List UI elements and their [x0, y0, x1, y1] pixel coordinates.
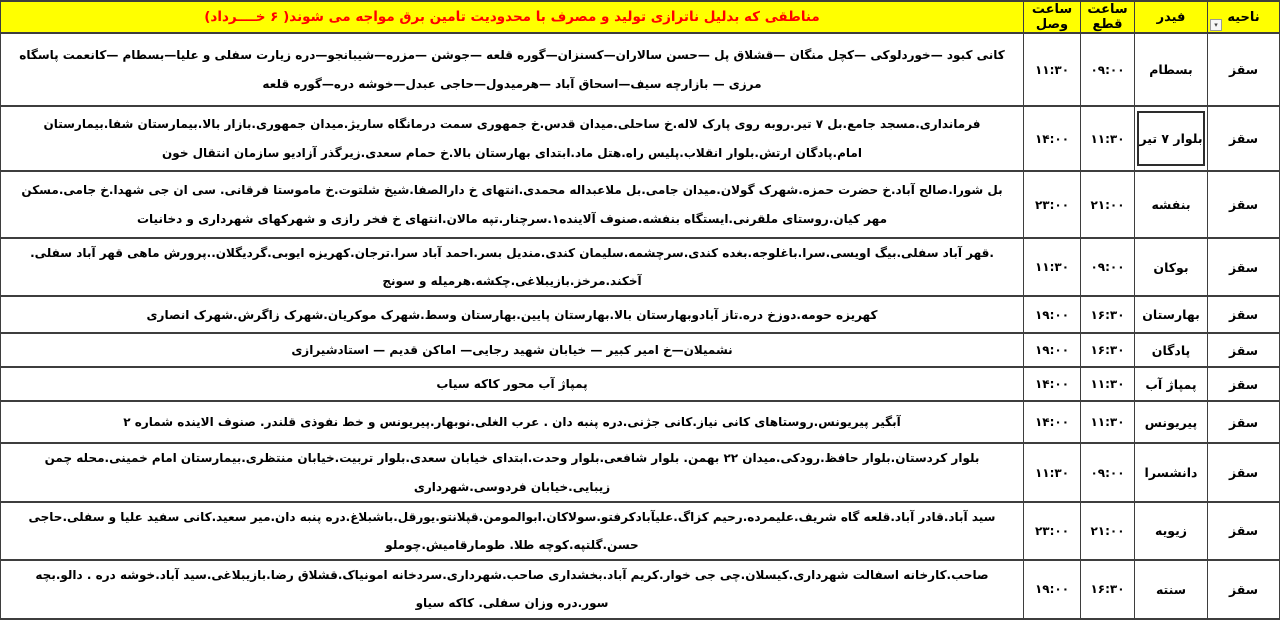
feeder-cell[interactable]: پادگان	[1135, 333, 1208, 367]
table-row	[1, 238, 1280, 296]
table-row	[1, 33, 1280, 106]
feeder-cell-selected[interactable]: بلوار ۷ تیر	[1135, 106, 1208, 171]
cut-time-cell[interactable]: ۱۶:۳۰	[1081, 560, 1135, 618]
restore-time-cell[interactable]: ۱۹:۰۰	[1024, 560, 1081, 618]
areas-cell[interactable]: سید آباد.قادر آباد.قلعه گاه شریف.علیمرده.رحیم کزاگ.علیآبادکرفتو.سولاکان.ابوالمومن.قپلانتو.یورقل.باشبلاغ.دره پنبه دان.میر سعید.کانی سفید علیا و سفلی.حاجی حسن.گلتپه.کوچه طلا. طومارقامیش.چوملو	[1, 502, 1024, 560]
areas-cell[interactable]: بلوار کردستان.بلوار حافظ.رودکی.میدان ۲۲ بهمن. بلوار شافعی.بلوار وحدت.ابتدای خیابان سعدی.بلوار تربیت.خیابان منتظری.بیمارستان امام خمینی.محله چمن زیبایی.خیابان فردوسی.شهرداری	[1, 443, 1024, 501]
table-row	[1, 502, 1280, 560]
cut-time-cell[interactable]: ۱۱:۳۰	[1081, 106, 1135, 171]
cut-time-cell[interactable]: ۱۶:۳۰	[1081, 333, 1135, 367]
cut-time-cell[interactable]: ۰۹:۰۰	[1081, 443, 1135, 501]
table-row	[1, 171, 1280, 238]
region-cell[interactable]: سقز	[1208, 443, 1280, 501]
areas-cell[interactable]: فرمانداری.مسجد جامع.بل ۷ تیر.روبه روی پارک لاله.خ ساحلی.میدان قدس.خ جمهوری سمت درمانگاه ساریژ.میدان جمهوری.بازار بالا.بیمارستان شفا.بیمارستان امام.پادگان ارتش.بلوار انقلاب.پلیس راه.هتل ماد.ابتدای بهارستان بالا.خ حمام سعدی.زیرگذر آزادیو سازمان انتقال خون	[1, 106, 1024, 171]
areas-cell[interactable]: آبگیر پیریونس.روستاهای کانی نیاز.کانی جژنی.دره پنبه دان . عرب الغلی.نوبهار.پیریونس و خط نفوذی قلندر. صنوف الاینده شماره ۲	[1, 401, 1024, 443]
region-cell[interactable]: سقز	[1208, 367, 1280, 401]
cut-time-cell[interactable]: ۰۹:۰۰	[1081, 238, 1135, 296]
restore-time-cell[interactable]: ۱۹:۰۰	[1024, 333, 1081, 367]
region-cell[interactable]: سقز	[1208, 333, 1280, 367]
region-cell[interactable]: سقز	[1208, 171, 1280, 238]
region-cell[interactable]: سقز	[1208, 560, 1280, 618]
cut-time-header-cell[interactable]: ساعت قطع	[1081, 1, 1135, 33]
region-cell[interactable]: سقز	[1208, 502, 1280, 560]
feeder-cell[interactable]: بنفشه	[1135, 171, 1208, 238]
restore-time-cell[interactable]: ۱۱:۳۰	[1024, 443, 1081, 501]
cut-time-cell[interactable]: ۲۱:۰۰	[1081, 502, 1135, 560]
feeder-cell[interactable]: زیویه	[1135, 502, 1208, 560]
region-cell[interactable]: سقز	[1208, 296, 1280, 333]
feeder-cell[interactable]: دانشسرا	[1135, 443, 1208, 501]
areas-cell[interactable]: صاحب.کارخانه اسفالت شهرداری.کیسلان.چی جی خوار.کریم آباد.بخشداری صاحب.شهرداری.سردخانه امونیاک.قشلاق رضا.بازیبلاغی.سید آباد.خوشه دره . دالو.بچه سور.دره وزان سفلی. کاکه سیاو	[1, 560, 1024, 618]
feeder-cell[interactable]: بسطام	[1135, 33, 1208, 106]
header-row	[1, 1, 1280, 33]
feeder-cell[interactable]: پیریونس	[1135, 401, 1208, 443]
areas-cell[interactable]: نشمیلان—خ امیر کبیر — خیابان شهید رجایی— اماکن قدیم — استادشیرازی	[1, 333, 1024, 367]
page-title[interactable]: مناطقی که بدلیل ناترازی تولید و مصرف با محدودیت تامین برق مواجه می شوند( ۶ خــــرداد)	[1, 1, 1024, 33]
filter-icon[interactable]: ▾	[1210, 19, 1222, 31]
cut-time-cell[interactable]: ۰۹:۰۰	[1081, 33, 1135, 106]
region-cell[interactable]: سقز	[1208, 401, 1280, 443]
table-row	[1, 333, 1280, 367]
feeder-header-cell[interactable]: فیدر	[1135, 1, 1208, 33]
restore-time-cell[interactable]: ۲۳:۰۰	[1024, 502, 1081, 560]
table-row	[1, 106, 1280, 171]
restore-time-cell[interactable]: ۱۴:۰۰	[1024, 106, 1081, 171]
restore-time-cell[interactable]: ۱۴:۰۰	[1024, 401, 1081, 443]
feeder-cell[interactable]: سنته	[1135, 560, 1208, 618]
areas-cell[interactable]: .قهر آباد سفلی.بیگ اویسی.سرا.باغلوجه.بغده کندی.سرچشمه.سلیمان کندی.مندیل بسر.احمد آباد سرا.ترجان.کهریزه ایوبی.گردیگلان..پرورش ماهی قهر آباد سفلی. آخکند.مرخز.بازیبلاغی.چکشه.هرمیله و سونج	[1, 238, 1024, 296]
cut-time-cell[interactable]: ۲۱:۰۰	[1081, 171, 1135, 238]
region-cell[interactable]: سقز	[1208, 238, 1280, 296]
region-cell[interactable]: سقز	[1208, 33, 1280, 106]
region-header-label: ناحیه	[1227, 9, 1260, 25]
table-row	[1, 443, 1280, 501]
feeder-cell[interactable]: بهارستان	[1135, 296, 1208, 333]
areas-cell[interactable]: کانی کبود —خوردلوکی —کچل منگان —قشلاق پل —حسن سالاران—کسنزان—گوره قلعه —جوشن —مزره—شیبانجو—دره زیارت سفلی و علیا—بسطام —کانعمت پاسگاه مرزی — بازارچه سیف—اسحاق آباد —هرمیدول—حاجی عبدل—خوشه دره—گوره قلعه	[1, 33, 1024, 106]
region-header-cell[interactable]	[1208, 1, 1280, 33]
cut-time-cell[interactable]: ۱۱:۳۰	[1081, 367, 1135, 401]
cut-time-cell[interactable]: ۱۶:۳۰	[1081, 296, 1135, 333]
restore-time-cell[interactable]: ۱۴:۰۰	[1024, 367, 1081, 401]
table-row	[1, 560, 1280, 618]
areas-cell[interactable]: پمپاژ آب محور کاکه سیاب	[1, 367, 1024, 401]
restore-time-cell[interactable]: ۱۱:۳۰	[1024, 33, 1081, 106]
feeder-cell[interactable]: پمپاژ آب	[1135, 367, 1208, 401]
cut-time-cell[interactable]: ۱۱:۳۰	[1081, 401, 1135, 443]
areas-cell[interactable]: بل شورا.صالح آباد.خ حضرت حمزه.شهرک گولان.میدان جامی.بل ملاعبداله محمدی.انتهای خ دارالصفا.شیخ شلتوت.خ ماموستا فرقانی. سی ان جی شهدا.خ جامی.مسکن مهر کیان.روستای ملقرنی.ایستگاه بنفشه.صنوف آلاینده۱.سرچنار.تپه مالان.انتهای خ فخر رازی و شهرکهای شهرداری و دخانیات	[1, 171, 1024, 238]
table-row	[1, 296, 1280, 333]
restore-time-cell[interactable]: ۲۳:۰۰	[1024, 171, 1081, 238]
restore-time-header-cell[interactable]: ساعت وصل	[1024, 1, 1081, 33]
areas-cell[interactable]: کهریزه حومه.دوزخ دره.تاز آبادوبهارستان بالا.بهارستان پایین.بهارستان وسط.شهرک موکریان.شهرک زاگرش.شهرک انصاری	[1, 296, 1024, 333]
restore-time-cell[interactable]: ۱۱:۳۰	[1024, 238, 1081, 296]
feeder-cell[interactable]: بوکان	[1135, 238, 1208, 296]
region-cell[interactable]: سقز	[1208, 106, 1280, 171]
table-row	[1, 367, 1280, 401]
table-row	[1, 401, 1280, 443]
restore-time-cell[interactable]: ۱۹:۰۰	[1024, 296, 1081, 333]
